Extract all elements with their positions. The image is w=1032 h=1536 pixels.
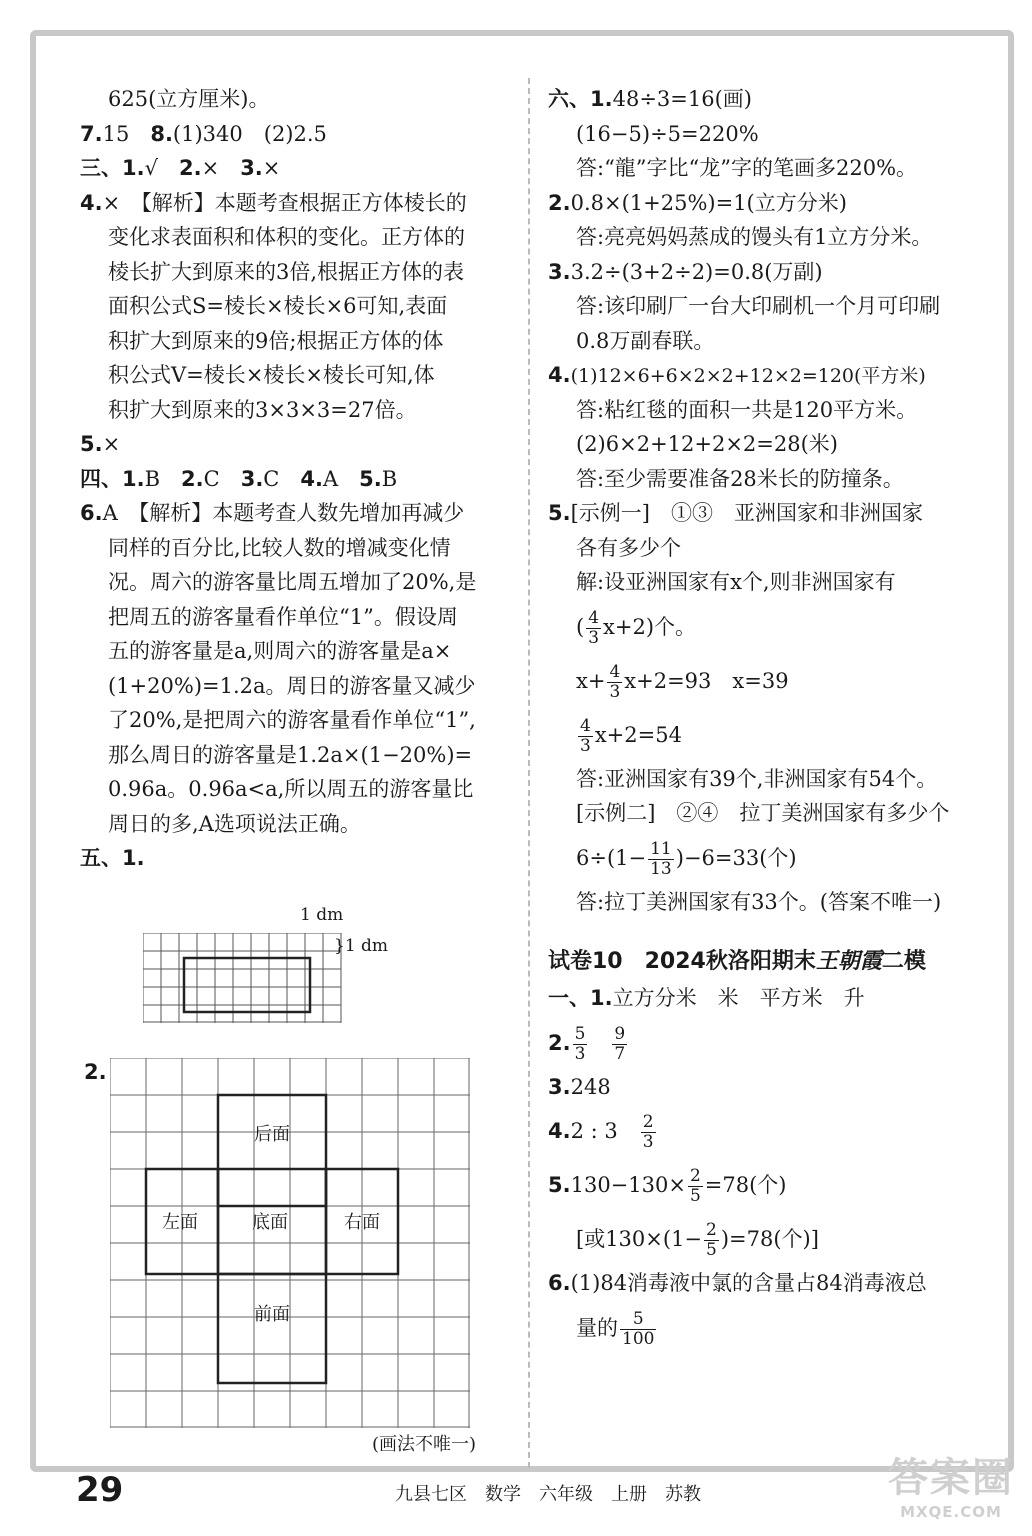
answer-line: 6.A 【解析】本题考查人数先增加再减少 (80, 501, 465, 525)
answer-line: 积公式V=棱长×棱长×棱长可知,体 (108, 363, 435, 387)
answer-line: 那么周日的游客量是1.2a×(1−20%)= (108, 742, 473, 767)
answer-line: 积扩大到原来的9倍;根据正方体的体 (108, 328, 444, 353)
rectangle-grid-figure (143, 933, 343, 1023)
answer-line: 五的游客量是a,则周六的游客量是a× (108, 639, 452, 663)
answer-line: 4.2 : 3 $\frac{2}{3}$ (548, 1112, 654, 1152)
answer-line: 答:亮亮妈妈蒸成的馒头有1立方分米。 (576, 225, 933, 249)
drawing-note: (画法不唯一) (372, 1434, 477, 1455)
question-number: 2. (84, 1060, 107, 1084)
answer-line: 六、1.48÷3=16(画) (548, 87, 752, 111)
fraction: $\frac{2}{5}$ (689, 1166, 701, 1206)
answer-line: 面积公式S=棱长×棱长×6可知,表面 (108, 294, 448, 318)
answer-line: 7.15 8.(1)340 (2)2.5 (80, 121, 327, 146)
answer-line: 6÷(1− $\frac{11}{13}$ )−6=33(个) (576, 838, 797, 879)
answer-line: 答:“龍”字比“龙”字的笔画多220%。 (576, 156, 918, 180)
answer-line: 棱长扩大到原来的3倍,根据正方体的表 (108, 259, 465, 284)
answer-line: 5.130−130× $\frac{2}{5}$ =78(个) (548, 1166, 787, 1206)
answer-line: (1+20%)=1.2a。周日的游客量又减少 (108, 673, 476, 698)
answer-line: 2.0.8×(1+25%)=1(立方分米) (548, 190, 847, 215)
right-column (548, 82, 988, 1355)
net-label-left: 左面 (162, 1212, 198, 1233)
fraction: $\frac{2}{5}$ (706, 1220, 717, 1260)
answer-line: 答:至少需要准备28米长的防撞条。 (576, 466, 904, 491)
left-column (80, 82, 510, 876)
fraction: $\frac{11}{13}$ (650, 838, 672, 879)
answer-line: 积扩大到原来的3×3×3=27倍。 (108, 397, 417, 422)
answer-line: 答:拉丁美洲国家有33个。(答案不唯一) (576, 889, 942, 914)
answer-line: [示例二] ②④ 拉丁美洲国家有多少个 (576, 801, 950, 825)
page-number: 29 (76, 1470, 124, 1510)
fraction: $\frac{4}{3}$ (588, 607, 600, 648)
answer-line: 5.[示例一] ①③ 亚洲国家和非洲国家 (548, 501, 923, 525)
answer-line: 0.96a。0.96a<a,所以周五的游客量比 (108, 777, 474, 801)
answer-line: 4.(1)12×6+6×2×2+12×2=120(平方米) (548, 363, 926, 387)
answer-line: 0.8万副春联。 (576, 328, 715, 353)
answer-line: 四、1.B 2.C 3.C 4.A 5.B (80, 466, 398, 491)
answer-line: 答:粘红毯的面积一共是120平方米。 (576, 397, 918, 422)
net-label-bottom: 底面 (252, 1212, 288, 1233)
answer-line: 把周五的游客量看作单位“1”。假设周 (108, 604, 458, 629)
answer-line: 5.× (80, 432, 121, 456)
answer-line: 3.248 (548, 1074, 611, 1099)
answer-line: 解:设亚洲国家有x个,则非洲国家有 (576, 570, 896, 594)
answer-line: 周日的多,A选项说法正确。 (108, 811, 361, 836)
net-label-right: 右面 (344, 1212, 380, 1233)
answer-line: 3.3.2÷(3+2÷2)=0.8(万副) (548, 259, 823, 284)
brand-logo: 王朝霞 (815, 948, 882, 974)
answer-line: 答:亚洲国家有39个,非洲国家有54个。 (576, 766, 938, 791)
answer-line: 一、1.立方分米 米 平方米 升 (548, 986, 865, 1010)
answer-line: x+ $\frac{4}{3}$ x+2=93 x=39 (576, 661, 789, 702)
watermark: 答案圈 MXQE.COM (888, 1455, 1014, 1521)
fraction: $\frac{2}{3}$ (642, 1112, 654, 1152)
answer-line: [或130×(1− $\frac{2}{5}$ )=78(个)] (576, 1220, 819, 1260)
answer-line: $\frac{4}{3}$ x+2=54 (580, 715, 682, 756)
answer-line: 同样的百分比,比较人数的增减变化情 (108, 535, 451, 560)
answer-line: 各有多少个 (576, 535, 681, 560)
footer-book-info: 九县七区 数学 六年级 上册 苏教 (395, 1484, 701, 1505)
fraction: $\frac{4}{3}$ (609, 661, 621, 702)
answer-line: 五、1. (80, 846, 145, 870)
answer-line: 2. $\frac{5}{3}$ $\frac{9}{7}$ (548, 1023, 626, 1064)
dimension-label-side: }1 dm (334, 936, 389, 956)
answer-line: 变化求表面积和体积的变化。正方体的 (108, 225, 465, 249)
section-title: 试卷10 2024秋洛阳期末王朝霞二模 (548, 948, 926, 974)
answer-line: (2)6×2+12+2×2=28(米) (576, 432, 838, 456)
dimension-label-top: 1 dm (300, 905, 344, 925)
answer-line: (16−5)÷5=220% (576, 121, 759, 146)
cube-net-grid-figure (110, 1058, 470, 1428)
net-label-front: 前面 (254, 1304, 290, 1325)
answer-line: 4.× 【解析】本题考查根据正方体棱长的 (80, 190, 467, 215)
column-divider (528, 78, 530, 1468)
answer-line: ( $\frac{4}{3}$ x+2)个。 (576, 607, 697, 648)
fraction: $\frac{5}{3}$ (574, 1023, 586, 1064)
answer-line: 了20%,是把周六的游客量看作单位“1”, (108, 708, 476, 732)
fraction: $\frac{9}{7}$ (614, 1023, 626, 1064)
fraction: $\frac{4}{3}$ (580, 715, 591, 756)
answer-line: 况。周六的游客量比周五增加了20%,是 (108, 570, 477, 594)
answer-line: 三、1.√ 2.× 3.× (80, 156, 281, 180)
answer-line: 6.(1)84消毒液中氯的含量占84消毒液总 (548, 1271, 927, 1295)
answer-line: 量的 $\frac{5}{100}$ (576, 1308, 655, 1349)
page-footer (0, 1455, 1032, 1521)
net-label-back: 后面 (254, 1124, 290, 1145)
answer-line: 625(立方厘米)。 (108, 87, 270, 111)
fraction: $\frac{5}{100}$ (622, 1308, 655, 1349)
answer-line: 答:该印刷厂一台大印刷机一个月可印刷 (576, 294, 941, 318)
